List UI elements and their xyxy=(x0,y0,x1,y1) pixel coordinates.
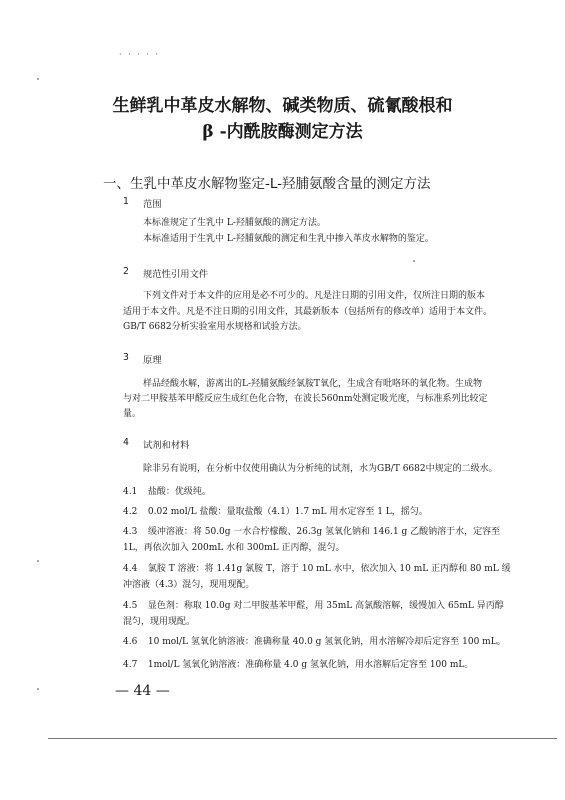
reagents-intro: 除非另有说明，在分析中仅使用确认为分析纯的试剂，水为GB/T 6682中规定的二级水。 xyxy=(143,464,498,474)
scan-speck xyxy=(37,78,39,80)
item-text: 1mol/L 氢氧化钠溶液：准确称量 4.0 g 氢氧化钠，用水溶解后定容至 100 mL。 xyxy=(147,660,474,670)
bottom-rule xyxy=(48,738,557,739)
item-number: 4.4 xyxy=(123,564,138,574)
item-text: 0.02 mol/L 盐酸：量取盐酸（4.1）1.7 mL 用水定容至 1 L，摇匀。 xyxy=(147,507,428,517)
item-number: 4.6 xyxy=(123,637,138,647)
item-number: 4.5 xyxy=(123,601,138,611)
heading-number: 4 xyxy=(123,437,129,448)
item-number: 4.3 xyxy=(123,527,138,537)
item-text: 缓冲溶液：将 50.0g 一水合柠檬酸、26.3g 氢氧化钠和 146.1 g 乙酸钠溶于水，定容至 xyxy=(147,527,501,537)
item-text: 显色剂：称取 10.0g 对二甲胺基苯甲醛，用 35mL 高氯酸溶解，缓慢加入 65mL 异丙醇 xyxy=(147,601,504,611)
page-number: — 44 — xyxy=(115,683,170,699)
reagent-item xyxy=(123,524,500,541)
item-number: 4.1 xyxy=(123,487,138,497)
references-line-3: GB/T 6682分析实验室用水规格和试验方法。 xyxy=(123,322,307,332)
item-continuation: 混匀，现用现配。 xyxy=(123,617,196,627)
heading-number: 1 xyxy=(123,196,129,207)
reagent-item xyxy=(123,657,473,674)
heading-number: 3 xyxy=(123,352,129,363)
scope-line-1: 本标准规定了生乳中 L-羟脯氨酸的测定方法。 xyxy=(143,218,326,228)
reagent-item xyxy=(123,561,511,578)
title-line-1: 生鲜乳中革皮水解物、碱类物质、硫氰酸根和 xyxy=(112,96,453,116)
item-number: 4.7 xyxy=(123,660,138,670)
item-text: 氯胺 T 溶液：将 1.41g 氯胺 T，溶于 10 mL 水中，依次加入 10 mL 正丙醇和 80 mL 缓 xyxy=(147,564,511,574)
reagent-item xyxy=(123,634,506,651)
item-number: 4.2 xyxy=(123,507,138,517)
references-line-1: 下列文件对于本文件的应用是必不可少的。凡是注日期的引用文件，仅所注日期的版本 xyxy=(143,291,486,301)
scan-speck xyxy=(37,560,39,562)
reagent-item xyxy=(123,484,211,501)
principle-line-3: 量。 xyxy=(123,409,142,419)
heading-text: 范围 xyxy=(143,199,162,210)
heading-text: 规范性引用文件 xyxy=(143,269,209,280)
scan-speck xyxy=(37,688,39,690)
reagent-item xyxy=(123,504,428,521)
principle-line-2: 与对二甲胺基苯甲醛反应生成红色化合物，在波长560nm处测定吸光度，与标准系列比较定 xyxy=(123,394,488,404)
item-text: 10 mol/L 氢氧化钠溶液：准确称量 40.0 g 氢氧化钠，用水溶解冷却后定容至 100 mL。 xyxy=(147,637,506,647)
item-text: 盐酸：优级纯。 xyxy=(147,487,211,497)
item-continuation: 冲溶液（4.3）混匀，现用现配。 xyxy=(123,580,255,590)
heading-number: 2 xyxy=(123,266,129,277)
heading-text: 原理 xyxy=(143,355,162,366)
reagent-item xyxy=(123,598,504,615)
section-heading: 一、生乳中革皮水解物鉴定-L-羟脯氨酸含量的测定方法 xyxy=(103,176,431,192)
scan-speck xyxy=(413,260,415,262)
document-title xyxy=(0,93,565,145)
heading-text: 试剂和材料 xyxy=(143,440,190,451)
principle-line-1: 样品经酸水解，游离出的L-羟脯氨酸经氯胺T氧化，生成含有吡咯环的氧化物。生成物 xyxy=(143,379,483,389)
item-continuation: 1L，再依次加入 200mL 水和 300mL 正丙醇，混匀。 xyxy=(123,543,345,553)
header-mark: · · · · · xyxy=(119,50,160,59)
scope-line-2: 本标准适用于生乳中 L-羟脯氨酸的测定和生乳中掺入革皮水解物的鉴定。 xyxy=(143,234,434,244)
title-line-2: β -内酰胺酶测定方法 xyxy=(202,122,363,142)
references-line-2: 适用于本文件。凡是不注日期的引用文件，其最新版本（包括所有的修改单）适用于本文件。 xyxy=(123,307,493,317)
